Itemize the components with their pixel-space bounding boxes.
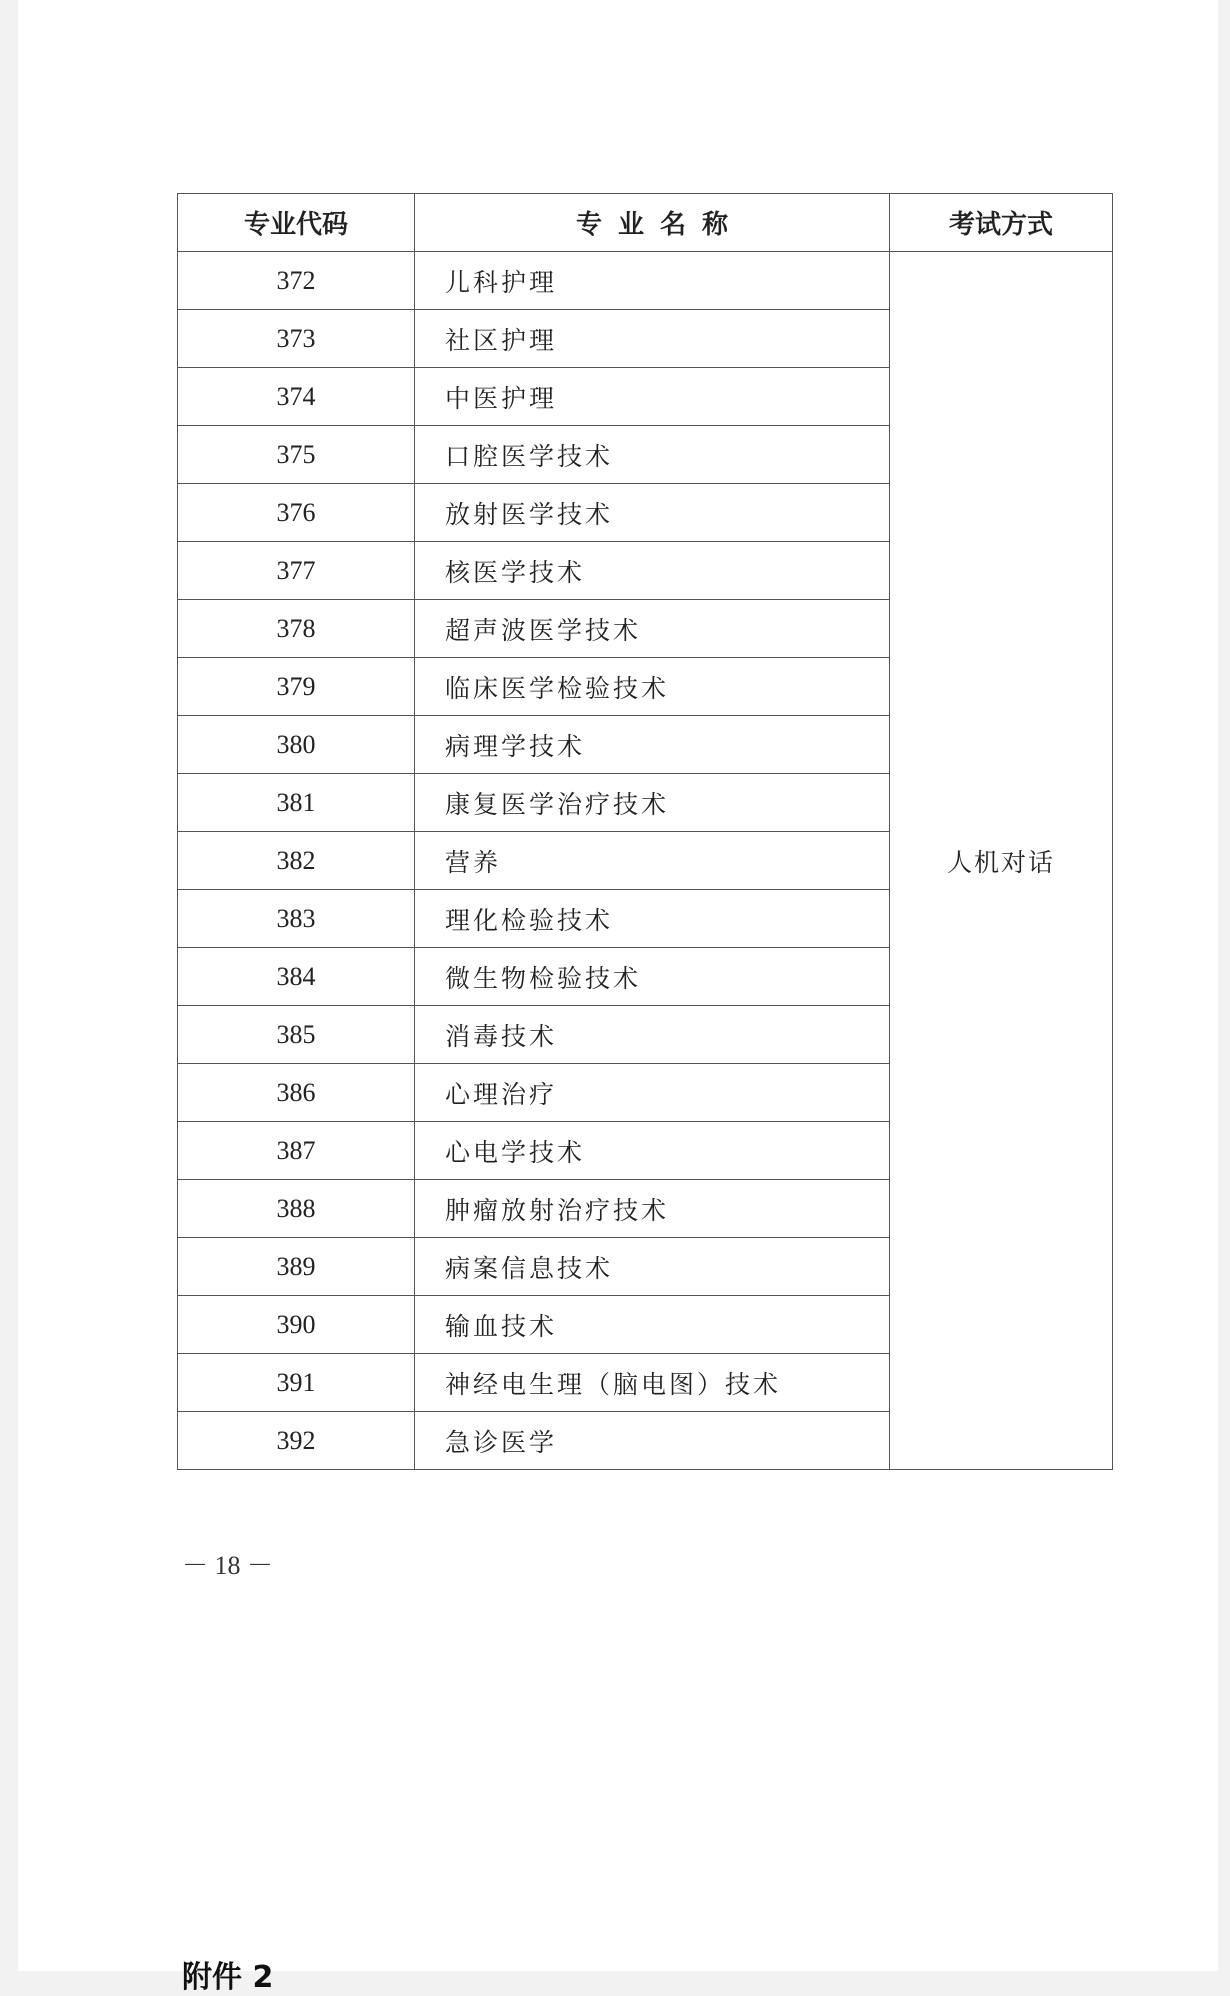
major-name-cell: 消毒技术 [415, 1006, 890, 1064]
major-code-cell: 372 [178, 252, 415, 310]
major-table [177, 193, 1113, 1470]
exam-method-cell: 人机对话 [890, 252, 1113, 1470]
major-name-cell: 微生物检验技术 [415, 948, 890, 1006]
major-code-cell: 378 [178, 600, 415, 658]
major-name-cell: 康复医学治疗技术 [415, 774, 890, 832]
major-name-cell: 社区护理 [415, 310, 890, 368]
header-major-code: 专业代码 [178, 194, 415, 252]
table-body [178, 252, 1113, 1470]
major-name-cell: 急诊医学 [415, 1412, 890, 1470]
major-name-cell: 放射医学技术 [415, 484, 890, 542]
major-code-cell: 390 [178, 1296, 415, 1354]
major-name-cell: 核医学技术 [415, 542, 890, 600]
major-code-cell: 392 [178, 1412, 415, 1470]
major-code-cell: 377 [178, 542, 415, 600]
major-name-cell: 肿瘤放射治疗技术 [415, 1180, 890, 1238]
major-name-cell: 病案信息技术 [415, 1238, 890, 1296]
major-code-cell: 376 [178, 484, 415, 542]
major-code-cell: 382 [178, 832, 415, 890]
major-name-cell: 心理治疗 [415, 1064, 890, 1122]
major-code-cell: 385 [178, 1006, 415, 1064]
major-name-cell: 神经电生理（脑电图）技术 [415, 1354, 890, 1412]
header-exam-method: 考试方式 [890, 194, 1113, 252]
major-code-cell: 388 [178, 1180, 415, 1238]
major-name-cell: 输血技术 [415, 1296, 890, 1354]
major-name-cell: 中医护理 [415, 368, 890, 426]
major-name-cell: 儿科护理 [415, 252, 890, 310]
document-page [18, 0, 1218, 1995]
major-code-cell: 375 [178, 426, 415, 484]
major-code-cell: 389 [178, 1238, 415, 1296]
table-header-row [178, 194, 1113, 252]
header-major-name: 专业名称 [415, 194, 890, 252]
appendix-label: 附件 2 [182, 1960, 274, 1995]
major-code-cell: 374 [178, 368, 415, 426]
major-code-cell: 391 [178, 1354, 415, 1412]
major-name-cell: 理化检验技术 [415, 890, 890, 948]
major-code-cell: 379 [178, 658, 415, 716]
major-name-cell: 临床医学检验技术 [415, 658, 890, 716]
major-code-cell: 373 [178, 310, 415, 368]
major-name-cell: 营养 [415, 832, 890, 890]
page-number: － 18 － [182, 1551, 274, 1580]
major-name-cell: 病理学技术 [415, 716, 890, 774]
major-name-cell: 心电学技术 [415, 1122, 890, 1180]
major-code-cell: 386 [178, 1064, 415, 1122]
major-name-cell: 超声波医学技术 [415, 600, 890, 658]
major-code-cell: 387 [178, 1122, 415, 1180]
major-code-cell: 384 [178, 948, 415, 1006]
major-code-cell: 381 [178, 774, 415, 832]
major-name-cell: 口腔医学技术 [415, 426, 890, 484]
major-code-cell: 380 [178, 716, 415, 774]
major-code-cell: 383 [178, 890, 415, 948]
table-row [178, 252, 1113, 310]
